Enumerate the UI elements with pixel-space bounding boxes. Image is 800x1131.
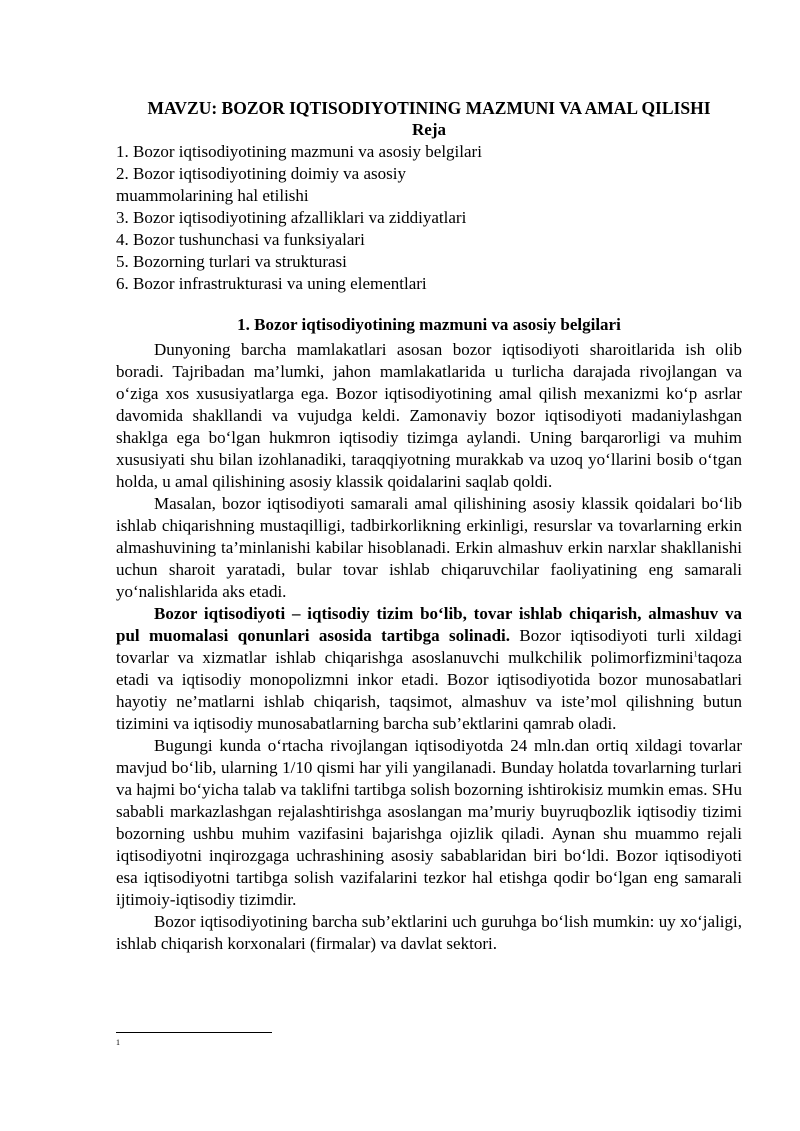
footnote-separator [116,1032,272,1033]
plan-item: 2. Bozor iqtisodiyotining doimiy va asosiy muammolarining hal etilishi [116,164,406,205]
paragraph: Bugungi kunda o‘rtacha rivojlangan iqtisodiyotda 24 mln.dan ortiq xildagi tovarlar mavjud bo‘lib, ularning 1/10 qismi har yili yangilanadi. Bunday holatda tovarlarning turlari va hajmi bo‘yicha talab va taklifni tartibga solish bozorning ishtirokisiz mumkin emas. SHu sababli markazlashgan rejalashtirishga asoslangan ma’muriy buyruqbozlik iqtisodiy tizimi bozorning ushbu muhim vazifasini bajarishga ojizlik qiladi. Aynan shu muammo rejali iqtisodiyotni inqirozgaga uchrashining asosiy sabablaridan biri bo‘ldi. Bozor iqtisodiyoti esa iqtisodiyotni tartibga solish vazifalarini tezkor hal etishga qodir bo‘lgan eng samarali ijtimoiy-iqtisodiy tizimdir. [116,736,742,909]
footnote-reference[interactable]: 1 [693,649,698,659]
paragraph-definition [116,603,742,735]
plan-item: 1. Bozor iqtisodiyotining mazmuni va asosiy belgilari [116,142,482,161]
definition-lead: Bozor iqtisodiyoti – iqtisodiy tizim bo‘lib, tovar ishlab chiqarish, almashuv va pul muomalasi qonunlari asosida tartibga solinadi. [116,604,742,645]
document-title: MAVZU: BOZOR IQTISODIYOTINING MAZMUNI VA AMAL QILISHI [147,98,711,118]
plan-item: 4. Bozor tushunchasi va funksiyalari [116,230,365,249]
plan-list [116,141,742,295]
plan-item: 3. Bozor iqtisodiyotining afzalliklari va ziddiyatlari [116,208,467,227]
paragraph: Masalan, bozor iqtisodiyoti samarali amal qilishining asosiy klassik qoidalari bo‘lib ishlab chiqarishning mustaqilligi, tadbirkorlikning erkinligi, resurslar va tovarlarning erkin almashuvining ta’minlanishi kabilar hisoblanadi. Erkin almashuv erkin narxlar shakllanishi uchun sharoit yaratadi, bular tovar ishlab chiqaruvchilar faoliyatining eng samarali yo‘nalishlarida aks etadi. [116,494,742,601]
definition-text-continued: taqoza etadi va iqtisodiy monopolizmni inkor etadi. Bozor iqtisodiyotida bozor munosabatlari hayotiy ne’matlarni ishlab chiqarish, taqsimot, almashuv va iste’mol qilishning butun tizimini va iqtisodiy munosabatlarning barcha sub’ektlarini qamrab oladi. [116,648,742,733]
paragraph: Bozor iqtisodiyotining barcha sub’ektlarini uch guruhga bo‘lish mumkin: uy xo‘jaligi, ishlab chiqarish korxonalari (firmalar) va davlat sektori. [116,912,742,953]
footnote: 1 [116,1038,120,1047]
definition-text: Bozor iqtisodiyoti turli xildagi tovarlar va xizmatlar ishlab chiqarishga asoslanuvchi mulkchilik polimorfizmini [116,626,742,667]
plan-title: Reja [412,120,446,139]
plan-item: 6. Bozor infrastrukturasi va uning elementlari [116,274,427,293]
paragraph: Dunyoning barcha mamlakatlari asosan bozor iqtisodiyoti sharoitlarida ish olib boradi. Tajribadan ma’lumki, jahon mamlakatlarida u turlicha darajada rivojlangan va o‘ziga xos xususiyatlarga ega. Bozor iqtisodiyotining amal qilish mexanizmi ko‘p asrlar davomida shakllandi va vujudga keldi. Zamonaviy bozor iqtisodiyoti madaniylashgan shaklga ega bo‘lgan hukmron iqtisodiy tizimga aylandi. Uning barqarorligi va muhim xususiyati shu bilan izohlanadiki, taraqqiyotning murakkab va uzoq yo‘llarini bosib o‘tgan holda, u amal qilishining asosiy klassik qoidalarini saqlab qoldi. [116,340,742,491]
document-body [116,97,742,955]
section-heading: 1. Bozor iqtisodiyotining mazmuni va asosiy belgilari [237,315,621,334]
plan-item: 5. Bozorning turlari va strukturasi [116,252,347,271]
